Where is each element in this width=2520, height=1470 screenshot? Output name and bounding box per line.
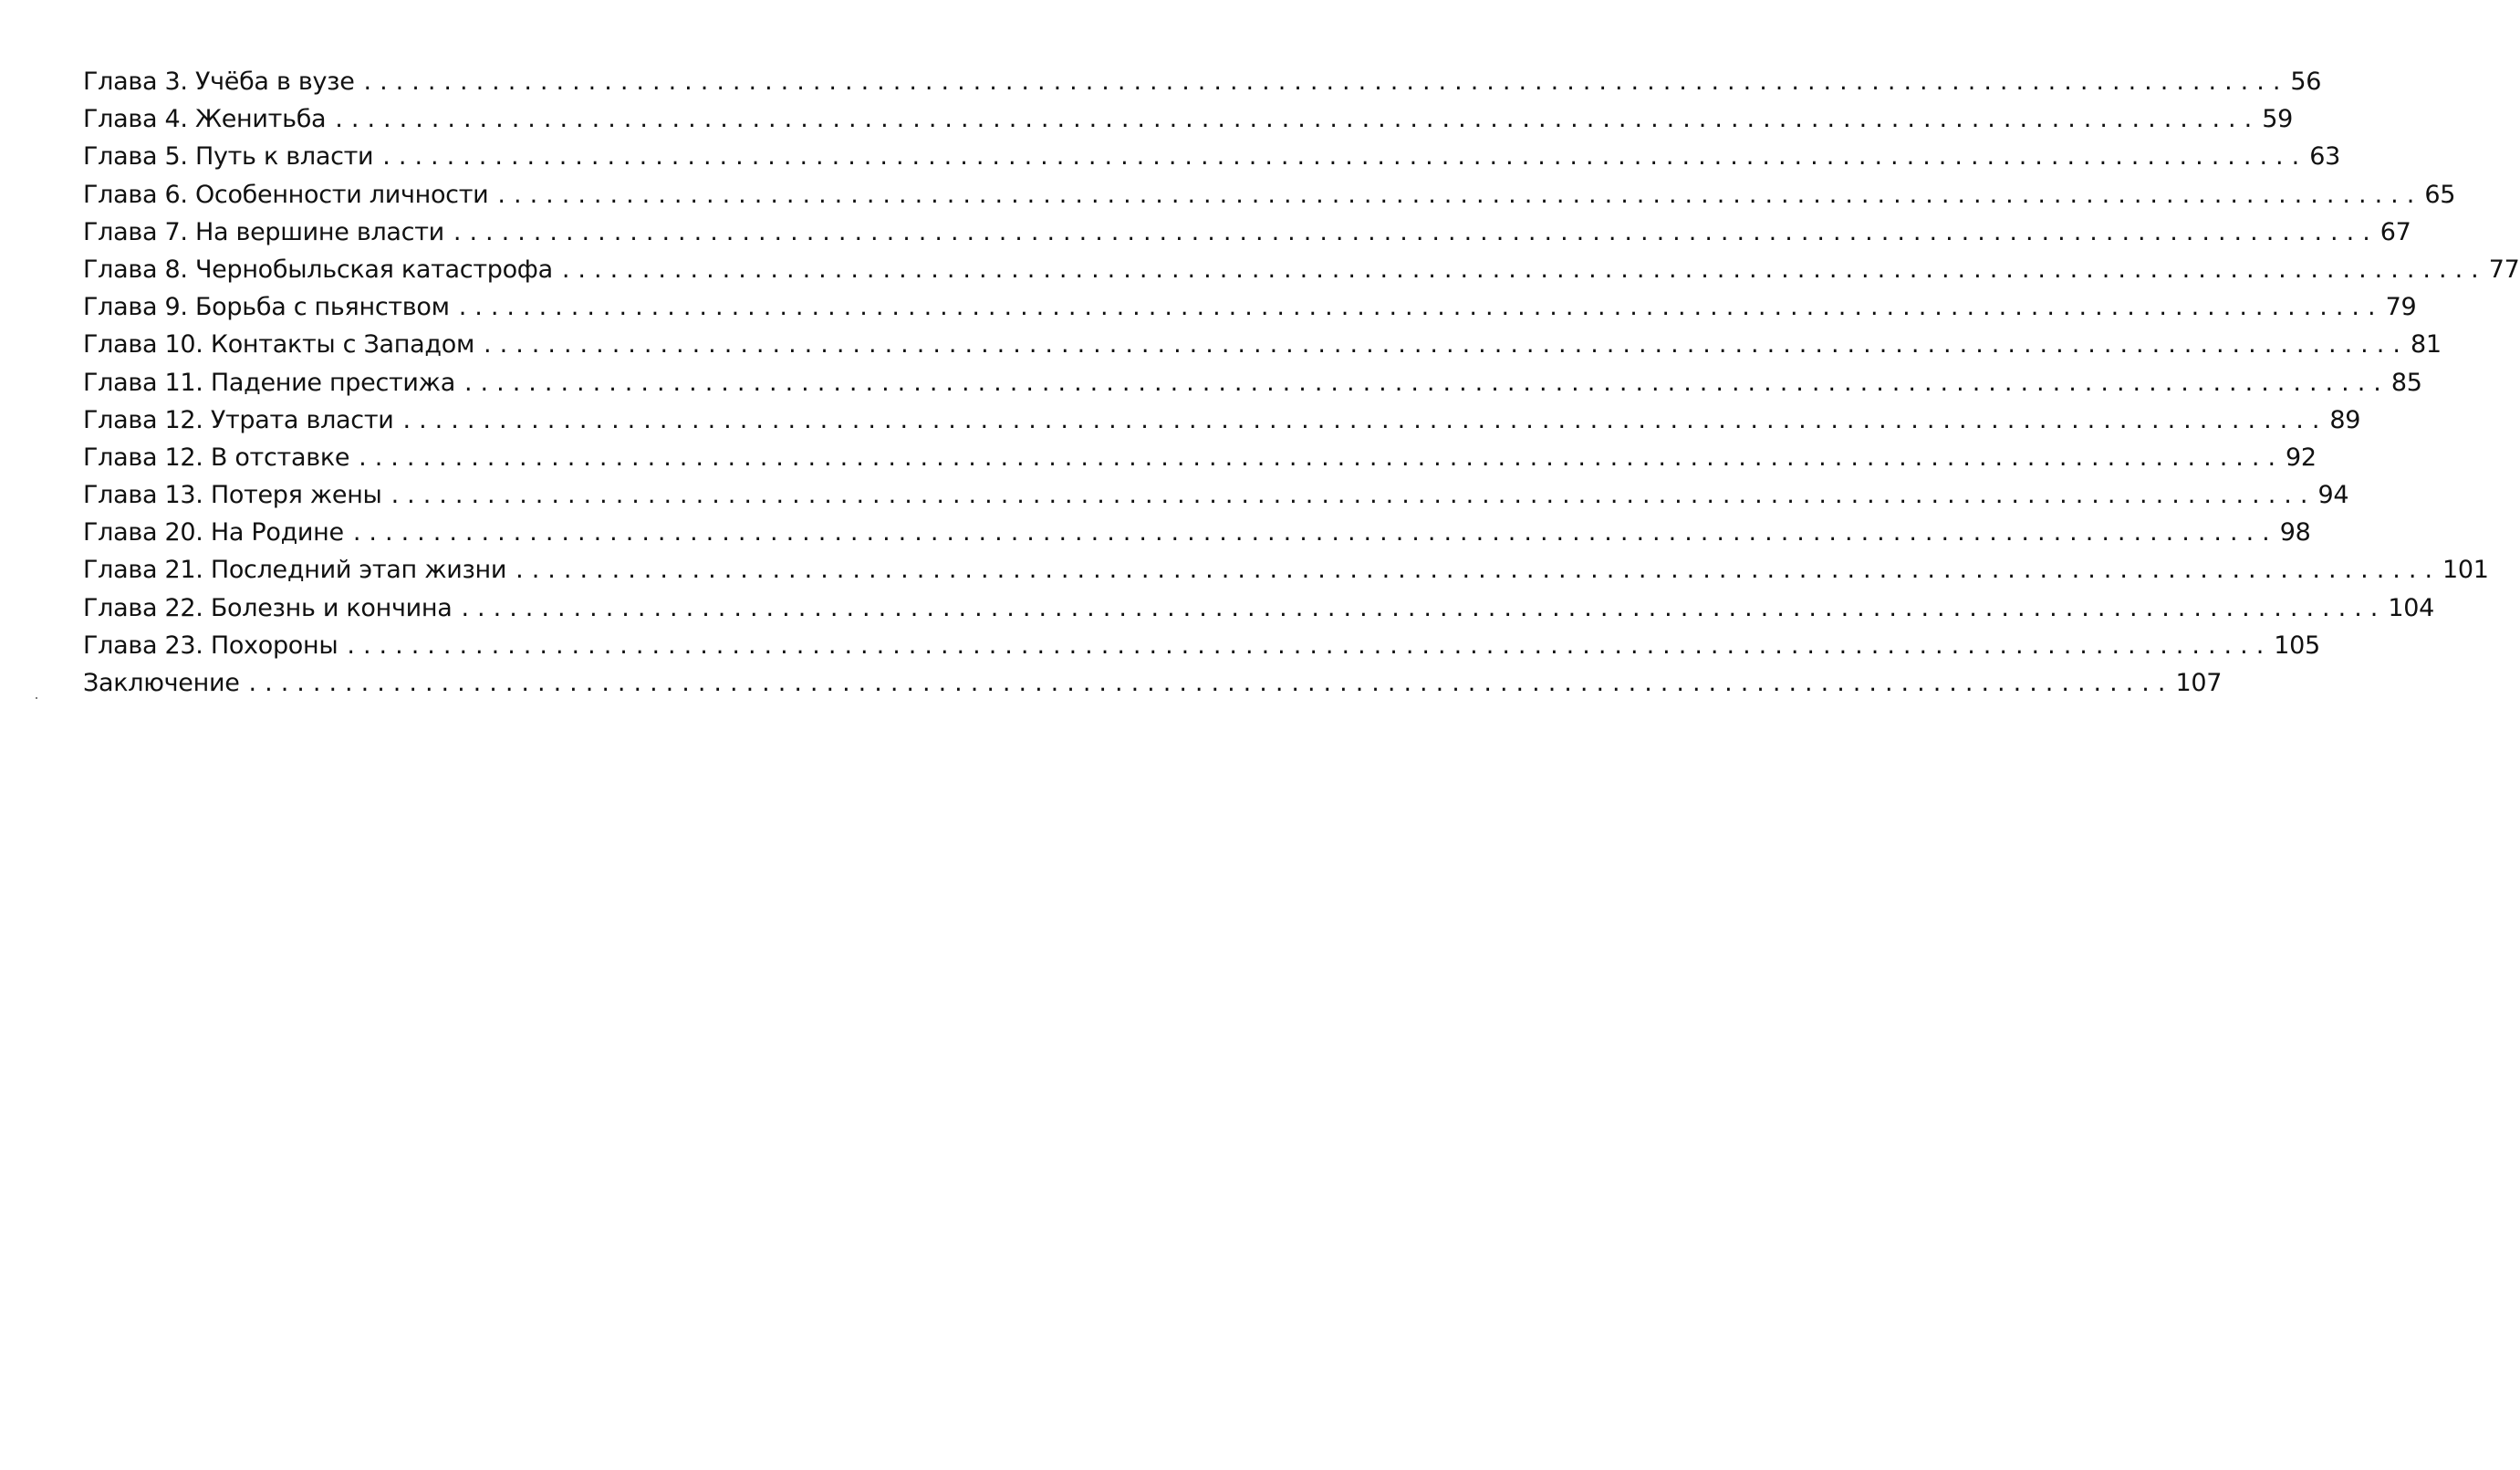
toc-entry-page: 81 — [2410, 330, 2442, 360]
toc-entry-title: Заключение — [83, 669, 240, 697]
toc-dot-leader: ........................................................................................................................ — [458, 293, 2384, 322]
toc-dot-leader: ........................................................................................................................ — [352, 518, 2278, 547]
toc-entry — [83, 551, 2489, 589]
scan-speck — [36, 697, 37, 699]
toc-entry-title: Глава 12. Утрата власти — [83, 405, 394, 434]
toc-entry — [83, 63, 2322, 100]
toc-entry-page: 92 — [2286, 443, 2317, 472]
toc-entry — [83, 476, 2349, 514]
toc-entry-page: 105 — [2274, 631, 2320, 660]
toc-dot-leader: ........................................................................................................................ — [484, 330, 2409, 360]
toc-entry-page: 98 — [2279, 518, 2311, 547]
toc-entry-title: Глава 3. Учёба в вузе — [83, 68, 355, 96]
toc-entry-page: 104 — [2388, 593, 2435, 622]
toc-dot-leader: ........................................................................................................................ — [248, 669, 2174, 697]
toc-entry-title: Глава 22. Болезнь и кончина — [83, 593, 453, 622]
toc-entry-title: Глава 12. В отставке — [83, 443, 350, 472]
toc-dot-leader: ........................................................................................................................ — [402, 405, 2328, 434]
toc-entry-page: 101 — [2442, 556, 2489, 585]
toc-entry-title: Глава 20. На Родине — [83, 518, 344, 547]
toc-entry-page: 63 — [2309, 142, 2340, 172]
toc-entry-page: 65 — [2424, 180, 2456, 209]
toc-entry-title: Глава 7. На вершине власти — [83, 217, 444, 246]
table-of-contents — [83, 63, 2520, 702]
toc-dot-leader: ........................................................................................................................ — [382, 142, 2308, 172]
toc-entry — [83, 214, 2411, 251]
toc-dot-leader: ........................................................................................................................ — [335, 105, 2261, 134]
toc-entry-title: Глава 9. Борьба с пьянством — [83, 293, 450, 322]
toc-dot-leader: ........................................................................................................................ — [390, 481, 2317, 510]
toc-dot-leader: ........................................................................................................................ — [461, 593, 2387, 622]
toc-entry-page: 94 — [2317, 481, 2349, 510]
toc-entry-title: Глава 5. Путь к власти — [83, 142, 374, 172]
toc-entry — [83, 627, 2320, 664]
toc-dot-leader: ........................................................................................................................ — [347, 631, 2273, 660]
toc-entry — [83, 401, 2361, 439]
toc-dot-leader: ........................................................................................................................ — [453, 217, 2379, 246]
toc-entry — [83, 439, 2317, 476]
toc-entry-title: Глава 13. Потеря жены — [83, 481, 382, 510]
toc-entry-page: 89 — [2329, 405, 2361, 434]
toc-entry — [83, 100, 2293, 138]
toc-entry-title: Глава 23. Похороны — [83, 631, 338, 660]
toc-entry-title: Глава 4. Женитьба — [83, 105, 327, 134]
toc-entry-page: 85 — [2390, 368, 2422, 397]
toc-entry-page: 56 — [2290, 68, 2322, 96]
toc-dot-leader: ........................................................................................................................ — [561, 255, 2487, 284]
toc-entry-page: 59 — [2262, 105, 2293, 134]
toc-entry-page: 77 — [2488, 255, 2520, 284]
toc-entry-title: Глава 6. Особенности личности — [83, 180, 489, 209]
toc-entry — [83, 589, 2435, 627]
toc-dot-leader: ........................................................................................................................ — [463, 368, 2390, 397]
toc-entry — [83, 664, 2223, 702]
toc-dot-leader: ........................................................................................................................ — [497, 180, 2423, 209]
toc-dot-leader: ........................................................................................................................ — [359, 443, 2285, 472]
toc-entry-page: 107 — [2175, 669, 2223, 697]
toc-entry — [83, 176, 2456, 214]
toc-entry-title: Глава 10. Контакты с Западом — [83, 330, 475, 360]
toc-entry-page: 79 — [2385, 293, 2417, 322]
toc-entry — [83, 364, 2422, 401]
toc-dot-leader: ........................................................................................................................ — [515, 556, 2442, 585]
toc-entry — [83, 138, 2340, 175]
toc-entry — [83, 326, 2442, 363]
toc-entry-page: 67 — [2379, 217, 2411, 246]
toc-entry-title: Глава 11. Падение престижа — [83, 368, 455, 397]
toc-entry-title: Глава 21. Последний этап жизни — [83, 556, 507, 585]
toc-entry — [83, 251, 2520, 288]
toc-entry — [83, 288, 2417, 326]
toc-dot-leader: ........................................................................................................................ — [363, 68, 2289, 96]
toc-entry — [83, 514, 2311, 551]
toc-entry-title: Глава 8. Чернобыльская катастрофа — [83, 255, 553, 284]
